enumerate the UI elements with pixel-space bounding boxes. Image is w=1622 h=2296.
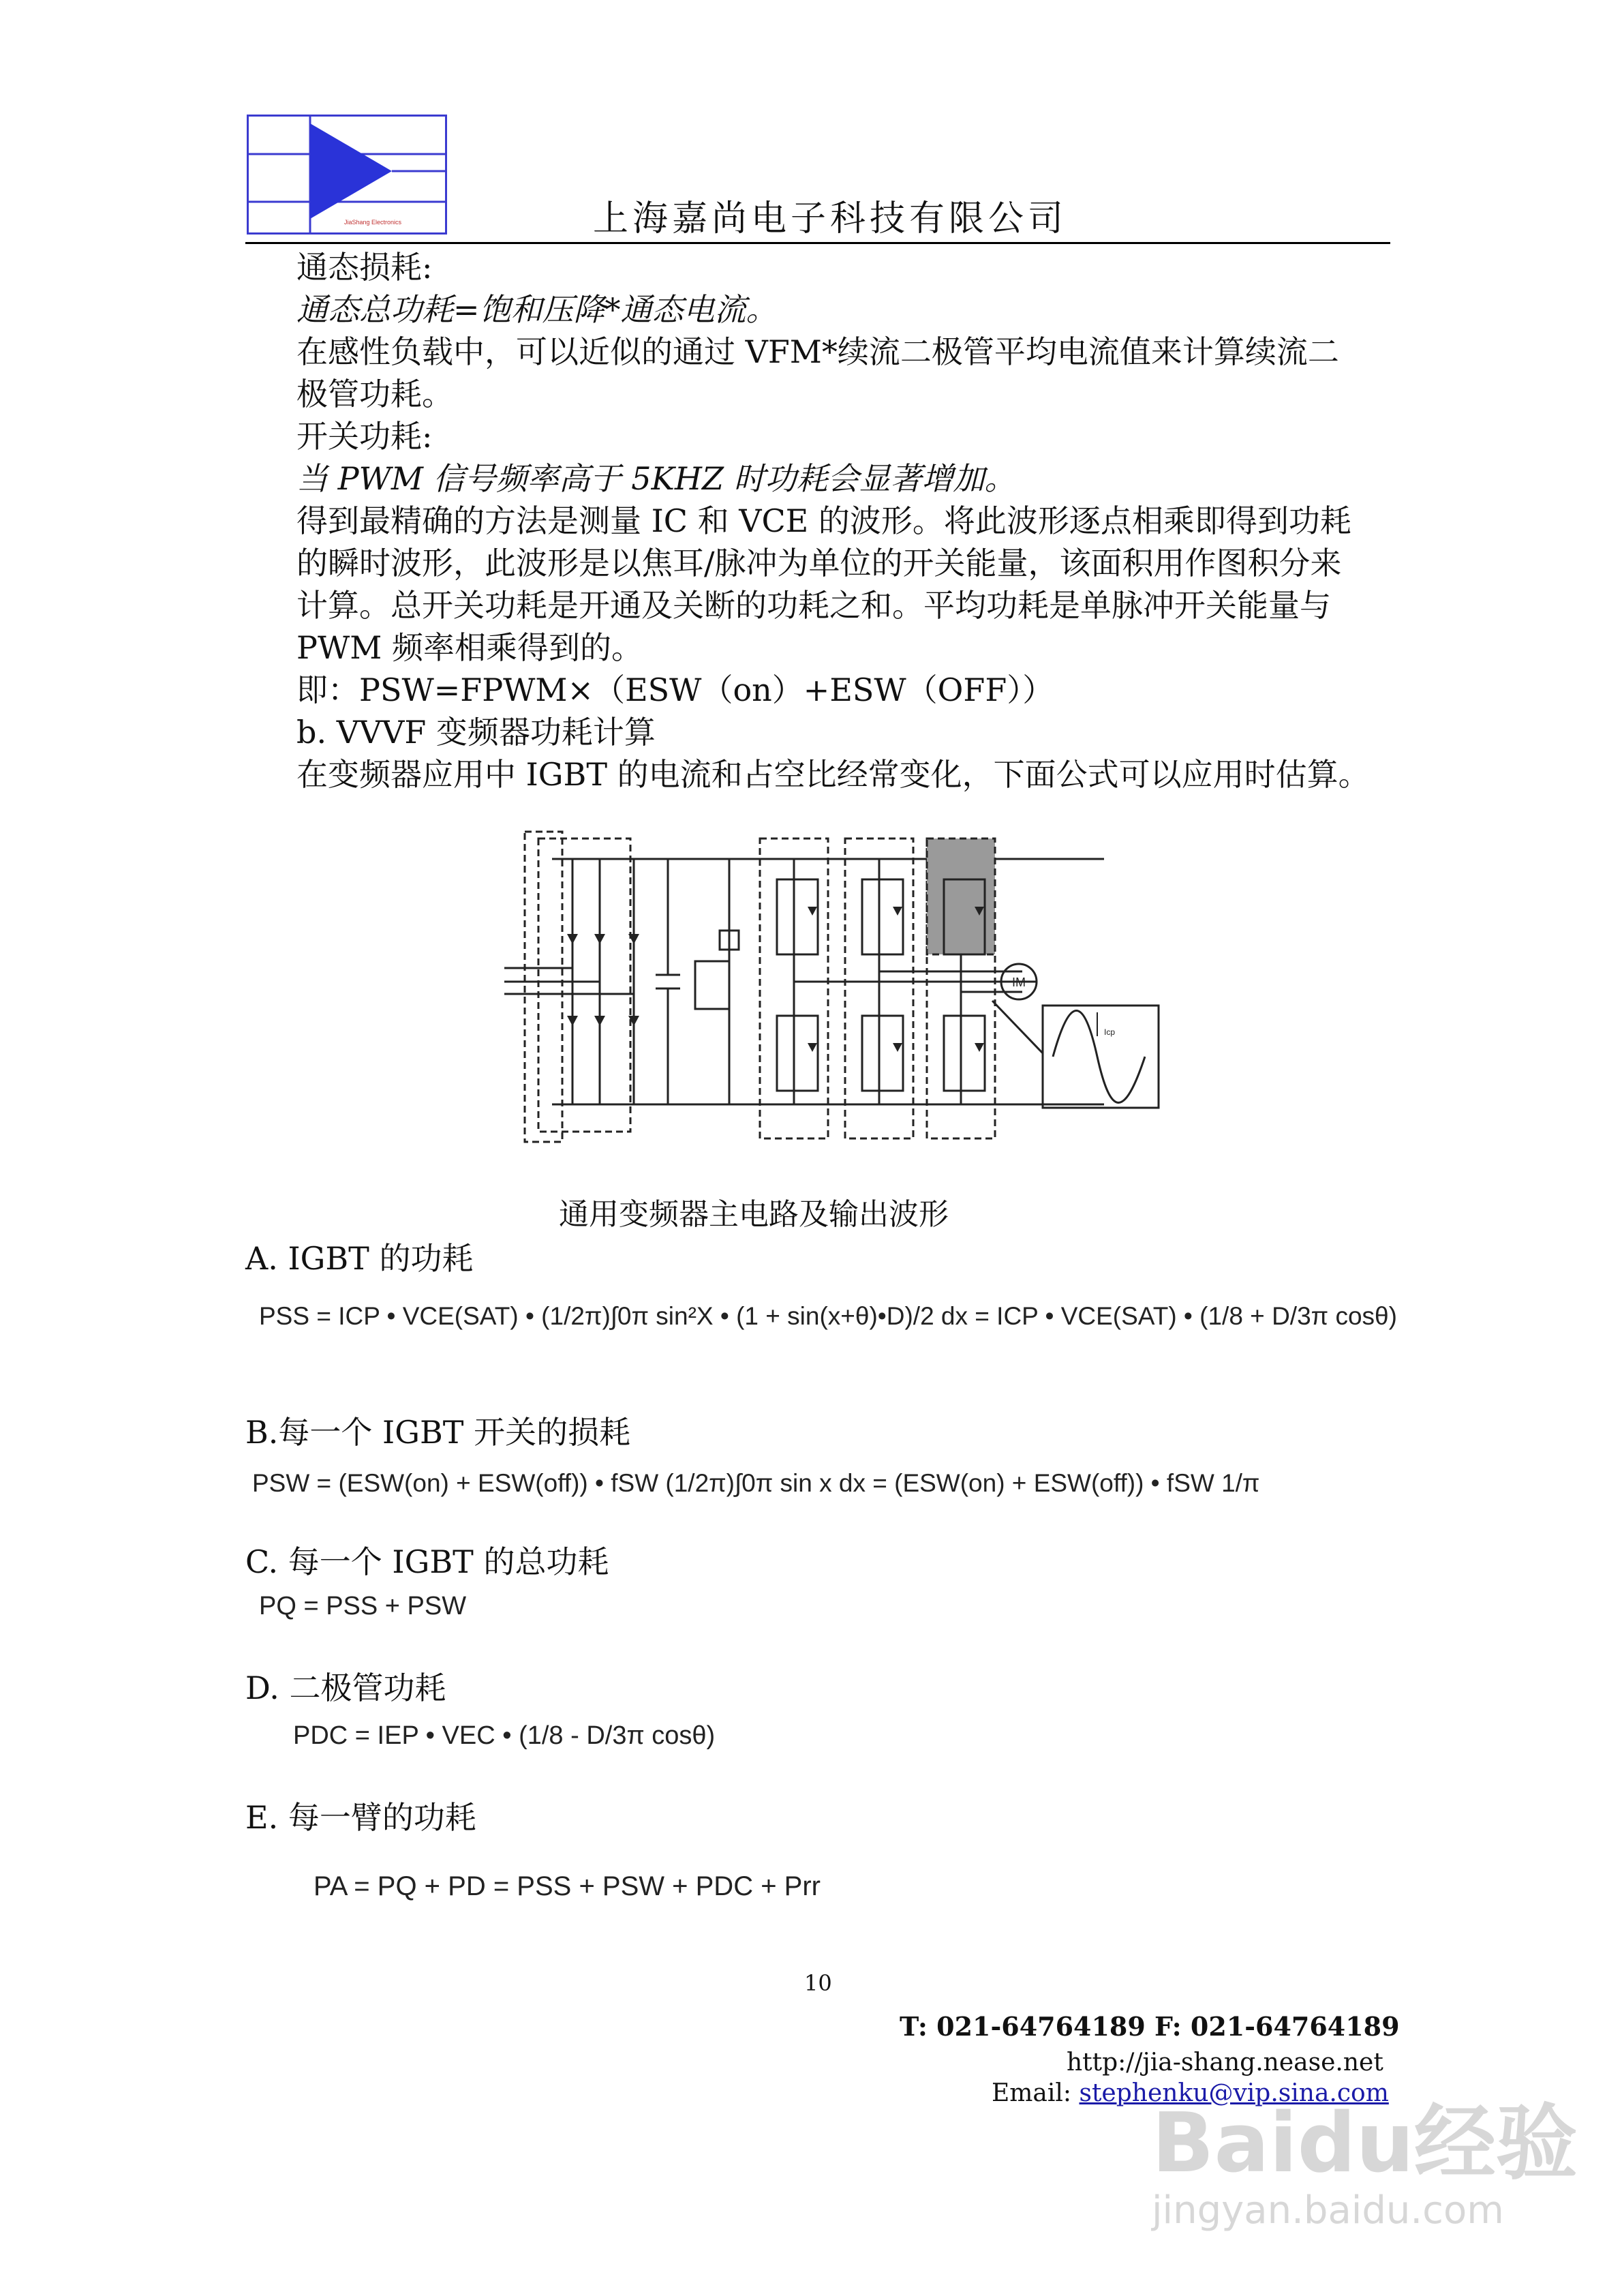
section-a-heading: A. IGBT 的功耗 [245, 1240, 474, 1277]
motor-label: IM [1012, 976, 1026, 989]
formula-psw: PSW = (ESW(on) + ESW(off)) • fSW (1/2π)∫0π sin x dx = (ESW(on) + ESW(off)) • fSW 1/π [252, 1469, 1260, 1497]
tel-fax: T: 021-64764189 F: 021-64764189 [900, 2011, 1400, 2042]
section-b-heading: B.每一个 IGBT 开关的损耗 [245, 1414, 631, 1451]
website-url[interactable]: http://jia-shang.nease.net [1067, 2049, 1383, 2076]
section-c-heading: C. 每一个 IGBT 的总功耗 [245, 1543, 609, 1580]
email-label: Email: [992, 2079, 1080, 2107]
figure-caption: 通用变频器主电路及输出波形 [559, 1197, 949, 1232]
company-name: 上海嘉尚电子科技有限公司 [593, 198, 1068, 239]
section-e-heading: E. 每一臂的功耗 [245, 1799, 476, 1836]
text-line: 在变频器应用中 IGBT 的电流和占空比经常变化，下面公式可以应用时估算。 [296, 756, 1370, 793]
text-line: 的瞬时波形，此波形是以焦耳/脉冲为单位的开关能量，该面积用作图积分来 [296, 545, 1342, 581]
text-line: 当 PWM 信号频率高于 5KHZ 时功耗会显著增加。 [296, 460, 1016, 497]
logo-triangle-icon [249, 117, 445, 232]
formula-pdc: PDC = IEP • VEC • (1/8 - D/3π cosθ) [293, 1721, 716, 1750]
company-logo [247, 115, 447, 235]
text-line: 通态损耗: [296, 249, 433, 286]
watermark-url: jingyan.baidu.com [1152, 2188, 1504, 2233]
text-line: PWM 频率相乘得到的。 [296, 629, 643, 666]
email-link[interactable]: stephenku@vip.sina.com [1079, 2079, 1389, 2107]
wave-label: Icp [1104, 1027, 1116, 1037]
text-line: 通态总功耗=饱和压降*通态电流。 [296, 291, 778, 328]
baidu-watermark [1152, 2096, 1578, 2233]
text-line: 在感性负载中，可以近似的通过 VFM*续流二极管平均电流值来计算续流二 [296, 333, 1339, 370]
formula-pss: PSS = ICP • VCE(SAT) • (1/2π)∫0π sin²X • (1 + sin(x+θ)•D)/2 dx = ICP • VCE(SAT) • (1/8 + D/3π cosθ) [259, 1302, 1397, 1330]
text-line: 计算。总开关功耗是开通及关断的功耗之和。平均功耗是单脉冲开关能量与 [296, 587, 1331, 624]
section-d-heading: D. 二极管功耗 [245, 1670, 446, 1706]
watermark-logo: Baidu经验 [1152, 2096, 1578, 2191]
formula-pq: PQ = PSS + PSW [259, 1592, 467, 1620]
text-line: b. VVVF 变频器功耗计算 [296, 714, 656, 751]
text-line: 得到最精确的方法是测量 IC 和 VCE 的波形。将此波形逐点相乘即得到功耗 [296, 502, 1351, 539]
formula-pa: PA = PQ + PD = PSS + PSW + PDC + Prr [313, 1871, 821, 1901]
text-line: 即：PSW=FPWM×（ESW（on）+ESW（OFF）） [296, 671, 1054, 708]
inverter-circuit-diagram [504, 818, 1172, 1152]
text-line: 开关功耗: [296, 418, 433, 455]
logo-small-text: JiaShang Electronics [344, 219, 402, 226]
text-line: 极管功耗。 [296, 376, 453, 412]
page-number: 10 [804, 1970, 832, 1996]
header-rule [245, 242, 1390, 244]
